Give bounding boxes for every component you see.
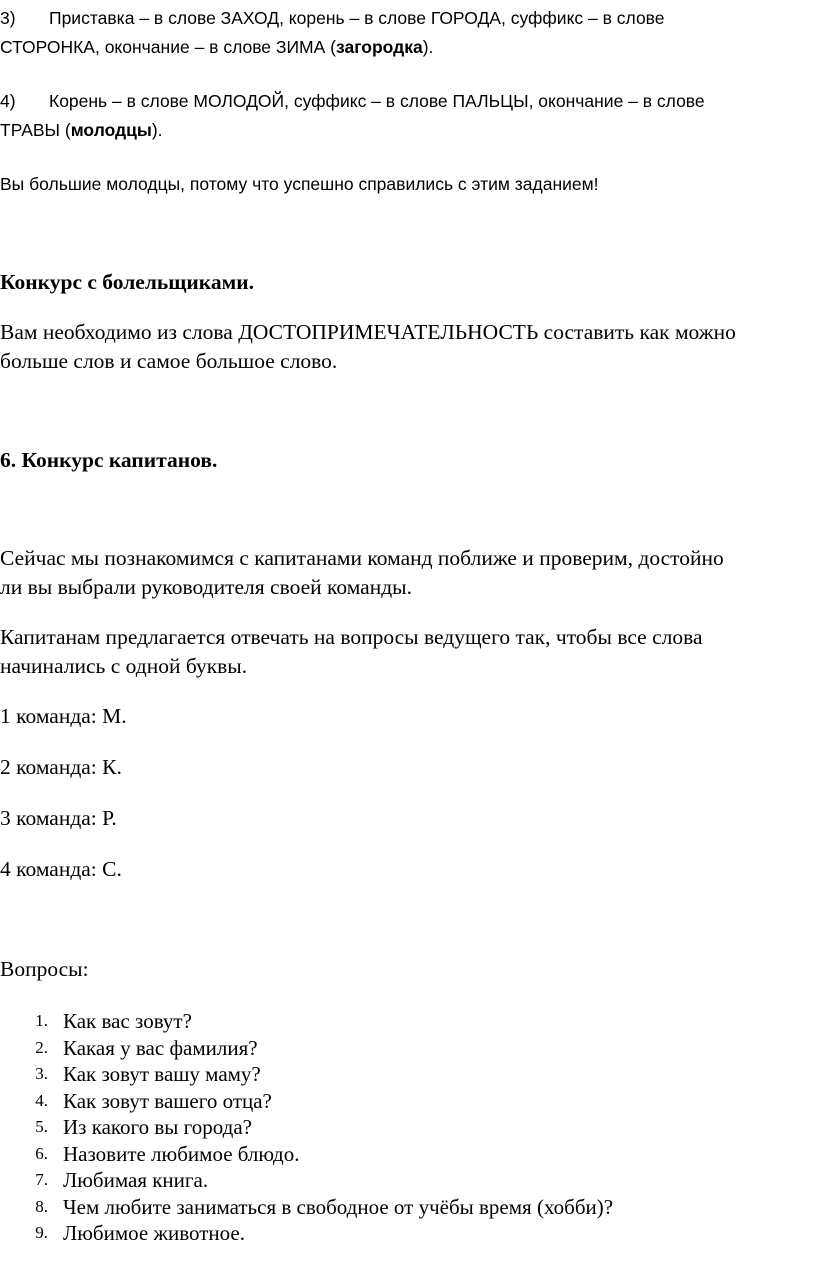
- question-text: Назовите любимое блюдо.: [63, 1141, 300, 1166]
- captains-intro-line2: ли вы выбрали руководителя своей команды.: [0, 575, 412, 599]
- team-1: 1 команда: М.: [0, 704, 127, 728]
- item-line1: Корень – в слове МОЛОДОЙ, суффикс – в слове ПАЛЬЦЫ, окончание – в слове: [49, 91, 705, 111]
- captains-intro-line1: Сейчас мы познакомимся с капитанами команд поближе и проверим, достойно: [0, 546, 724, 570]
- question-text: Чем любите заниматься в свободное от учёбы время (хобби)?: [63, 1194, 614, 1219]
- item-answer: загородка: [336, 37, 423, 57]
- captains-rule-line1: Капитанам предлагается отвечать на вопросы ведущего так, чтобы все слова: [0, 625, 703, 649]
- question-number: 4.: [35, 1090, 48, 1110]
- question-number: 6.: [35, 1143, 48, 1163]
- team-3: 3 команда: Р.: [0, 806, 117, 830]
- question-text: Любимое животное.: [63, 1221, 245, 1245]
- captains-rule-line2: начинались с одной буквы.: [0, 654, 248, 678]
- fans-contest-text: [0, 318, 816, 376]
- praise-text: Вы большие молодцы, потому что успешно справились с этим заданием!: [0, 174, 599, 194]
- question-text: Как вас зовут?: [63, 1009, 192, 1033]
- question-text: Как зовут вашу маму?: [63, 1062, 261, 1086]
- item-line1: Приставка – в слове ЗАХОД, корень – в слове ГОРОДА, суффикс – в слове: [49, 8, 665, 28]
- question-text: Любимая книга.: [63, 1168, 209, 1192]
- question-number: 8.: [35, 1196, 48, 1216]
- question-number: 9.: [35, 1223, 48, 1242]
- question-number: 3.: [35, 1064, 48, 1083]
- item-answer: молодцы: [70, 120, 152, 140]
- item-line2: СТОРОНКА, окончание – в слове ЗИМА (: [0, 37, 336, 57]
- question-number: 7.: [35, 1170, 48, 1189]
- item-number: 3): [0, 8, 16, 28]
- item-number: 4): [0, 91, 16, 111]
- question-number: 1.: [35, 1011, 48, 1030]
- questions-label: Вопросы:: [0, 957, 89, 981]
- question-text: Какая у вас фамилия?: [63, 1035, 258, 1060]
- captains-intro: [0, 544, 816, 602]
- fans-contest-line1: Вам необходимо из слова ДОСТОПРИМЕЧАТЕЛЬНОСТЬ составить как можно: [0, 320, 736, 344]
- captains-contest-heading: 6. Конкурс капитанов.: [0, 448, 218, 472]
- team-4: 4 команда: С.: [0, 857, 122, 881]
- item-3: [0, 4, 816, 62]
- question-number: 5.: [35, 1117, 48, 1136]
- fans-contest-line2: больше слов и самое большое слово.: [0, 349, 338, 373]
- item-line2: ТРАВЫ (: [0, 120, 71, 140]
- question-text: Из какого вы города?: [63, 1115, 252, 1139]
- fans-contest-heading: Конкурс с болельщиками.: [0, 270, 255, 294]
- item-line2-end: ).: [422, 37, 434, 57]
- team-2: 2 команда: К.: [0, 755, 122, 779]
- item-4: [0, 87, 816, 145]
- item-line2-end: ).: [151, 120, 163, 140]
- question-number: 2.: [35, 1037, 48, 1057]
- question-text: Как зовут вашего отца?: [63, 1088, 272, 1113]
- captains-rule: [0, 623, 816, 681]
